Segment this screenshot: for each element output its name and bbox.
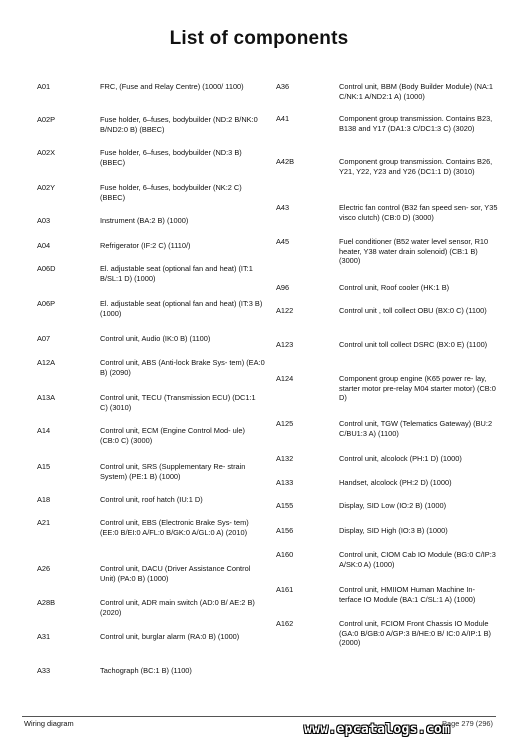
- component-row: [276, 82, 498, 101]
- component-code: A02X: [37, 148, 56, 157]
- component-code: A42B: [276, 157, 295, 166]
- component-description: Fuel conditioner (B52 water level sensor, R10 heater, Y38 water drain solenoid) (CB:1 B) (3000): [339, 237, 489, 266]
- component-row: [276, 478, 498, 488]
- component-code: A161: [276, 585, 294, 594]
- component-row: [37, 264, 265, 283]
- component-code: A162: [276, 619, 294, 628]
- component-description: Control unit, TECU (Transmission ECU) (DC1:1 C) (3010): [100, 393, 256, 412]
- component-row: [276, 306, 498, 316]
- component-code: A21: [37, 518, 51, 527]
- component-code: A96: [276, 283, 290, 292]
- component-row: [276, 374, 498, 403]
- component-code: A33: [37, 666, 51, 675]
- component-description: Tachograph (BC:1 B) (1100): [100, 666, 192, 675]
- component-row: [276, 619, 498, 648]
- component-description: Control unit, alcolock (PH:1 D) (1000): [339, 454, 462, 463]
- component-code: A31: [37, 632, 51, 641]
- component-description: El. adjustable seat (optional fan and heat) (IT:3 B) (1000): [100, 299, 263, 318]
- component-description: Fuse holder, 6–fuses, bodybuilder (NK:2 C) (BBEC): [100, 183, 242, 202]
- component-code: A45: [276, 237, 290, 246]
- component-description: Fuse holder, 6–fuses, bodybuilder (ND:3 B) (BBEC): [100, 148, 242, 167]
- component-description: Control unit, SRS (Supplementary Re- strain System) (PE:1 B) (1000): [100, 462, 246, 481]
- component-row: [37, 462, 265, 481]
- component-row: [37, 393, 265, 412]
- component-description: El. adjustable seat (optional fan and heat) (IT:1 B/SL:1 D) (1000): [100, 264, 253, 283]
- component-code: A03: [37, 216, 51, 225]
- component-row: [276, 585, 498, 604]
- component-description: Control unit, BBM (Body Builder Module) (NA:1 C/NK:1 A/ND2:1 A) (1000): [339, 82, 494, 101]
- component-row: [37, 666, 265, 676]
- component-description: Control unit, HMIIOM Human Machine In- terface IO Module (BA:1 C/SL:1 A) (1000): [339, 585, 476, 604]
- component-description: FRC, (Fuse and Relay Centre) (1000/ 1100): [100, 82, 244, 91]
- component-row: [37, 495, 265, 505]
- component-code: A43: [276, 203, 290, 212]
- component-row: [276, 283, 498, 293]
- component-description: Control unit, ABS (Anti-lock Brake Sys- tem) (EA:0 B) (2090): [100, 358, 265, 377]
- component-row: [276, 157, 498, 176]
- footer-section-title: Wiring diagram: [24, 719, 74, 728]
- component-code: A123: [276, 340, 294, 349]
- component-code: A06P: [37, 299, 56, 308]
- component-code: A14: [37, 426, 51, 435]
- component-description: Display, SID Low (IO:2 B) (1000): [339, 501, 447, 510]
- page-title: List of components: [169, 28, 349, 49]
- component-code: A26: [37, 564, 51, 573]
- component-code: A28B: [37, 598, 56, 607]
- component-description: Control unit, Audio (IK:0 B) (1100): [100, 334, 211, 343]
- component-row: [37, 564, 265, 583]
- watermark-url: www.epcatalogs.com: [304, 722, 451, 737]
- component-code: A132: [276, 454, 294, 463]
- component-row: [37, 632, 265, 642]
- component-row: [37, 358, 265, 377]
- component-row: [276, 550, 498, 569]
- component-code: A124: [276, 374, 294, 383]
- component-row: [276, 501, 498, 511]
- component-description: Control unit, DACU (Driver Assistance Control Unit) (PA:0 B) (1000): [100, 564, 251, 583]
- component-description: Fuse holder, 6–fuses, bodybuilder (ND:2 B/NK:0 B/ND2:0 B) (BBEC): [100, 115, 258, 134]
- footer-divider: [22, 716, 496, 717]
- component-row: [276, 454, 498, 464]
- component-code: A06D: [37, 264, 56, 273]
- component-code: A160: [276, 550, 294, 559]
- component-code: A122: [276, 306, 294, 315]
- component-description: Handset, alcolock (PH:2 D) (1000): [339, 478, 452, 487]
- component-description: Control unit, ADR main switch (AD:0 B/ AE:2 B) (2020): [100, 598, 255, 617]
- component-code: A07: [37, 334, 51, 343]
- component-description: Control unit, TGW (Telematics Gateway) (BU:2 C/BU1:3 A) (1100): [339, 419, 493, 438]
- component-code: A02Y: [37, 183, 56, 192]
- component-row: [37, 148, 265, 167]
- component-code: A155: [276, 501, 294, 510]
- component-description: Control unit, burglar alarm (RA:0 B) (1000): [100, 632, 240, 641]
- component-code: A02P: [37, 115, 56, 124]
- component-code: A13A: [37, 393, 56, 402]
- component-description: Component group transmission. Contains B26, Y21, Y22, Y23 and Y26 (DC1:1 D) (3010): [339, 157, 493, 176]
- component-row: [37, 426, 265, 445]
- component-row: [37, 183, 265, 202]
- component-description: Electric fan control (B32 fan speed sen- sor, Y35 visco clutch) (CB:0 D) (3000): [339, 203, 498, 222]
- component-description: Control unit, ECM (Engine Control Mod- ule) (CB:0 C) (3000): [100, 426, 245, 445]
- component-description: Component group transmission. Contains B23, B138 and Y17 (DA1:3 C/DC1:3 C) (3020): [339, 114, 493, 133]
- component-code: A18: [37, 495, 51, 504]
- component-description: Control unit, roof hatch (IU:1 D): [100, 495, 203, 504]
- component-row: [37, 241, 265, 251]
- component-code: A125: [276, 419, 294, 428]
- component-code: A04: [37, 241, 51, 250]
- component-description: Control unit , toll collect OBU (BX:0 C) (1100): [339, 306, 487, 315]
- component-description: Instrument (BA:2 B) (1000): [100, 216, 189, 225]
- component-code: A41: [276, 114, 290, 123]
- component-row: [37, 82, 265, 92]
- component-description: Control unit, CIOM Cab IO Module (BG:0 C/IP:3 A/SK:0 A) (1000): [339, 550, 496, 569]
- footer-page-number: Page 279 (296): [442, 719, 493, 728]
- component-description: Control unit, FCIOM Front Chassis IO Module (GA:0 B/GB:0 A/GP:3 B/HE:0 B/ IC:0 A/IP:1 B) (2000): [339, 619, 491, 648]
- component-row: [37, 334, 265, 344]
- component-row: [276, 237, 498, 266]
- component-description: Component group engine (K65 power re- lay, starter motor pre-relay M04 starter motor) (CB:0 D): [339, 374, 496, 403]
- component-code: A01: [37, 82, 51, 91]
- component-code: A15: [37, 462, 51, 471]
- component-description: Control unit, Roof cooler (HK:1 B): [339, 283, 450, 292]
- component-row: [37, 216, 265, 226]
- component-row: [37, 299, 265, 318]
- component-code: A156: [276, 526, 294, 535]
- component-row: [276, 114, 498, 133]
- component-description: Control unit toll collect DSRC (BX:0 E) (1100): [339, 340, 488, 349]
- component-row: [37, 518, 265, 537]
- component-row: [37, 115, 265, 134]
- component-row: [276, 340, 498, 350]
- component-code: A36: [276, 82, 290, 91]
- component-description: Control unit, EBS (Electronic Brake Sys- tem) (EE:0 B/EI:0 A/FL:0 B/GK:0 A/GL:0 A) (2010): [100, 518, 249, 537]
- component-row: [37, 598, 265, 617]
- component-row: [276, 419, 498, 438]
- component-description: Display, SID High (IO:3 B) (1000): [339, 526, 448, 535]
- component-row: [276, 203, 498, 222]
- component-row: [276, 526, 498, 536]
- component-description: Refrigerator (IF:2 C) (1110/): [100, 241, 191, 250]
- component-code: A12A: [37, 358, 56, 367]
- component-code: A133: [276, 478, 294, 487]
